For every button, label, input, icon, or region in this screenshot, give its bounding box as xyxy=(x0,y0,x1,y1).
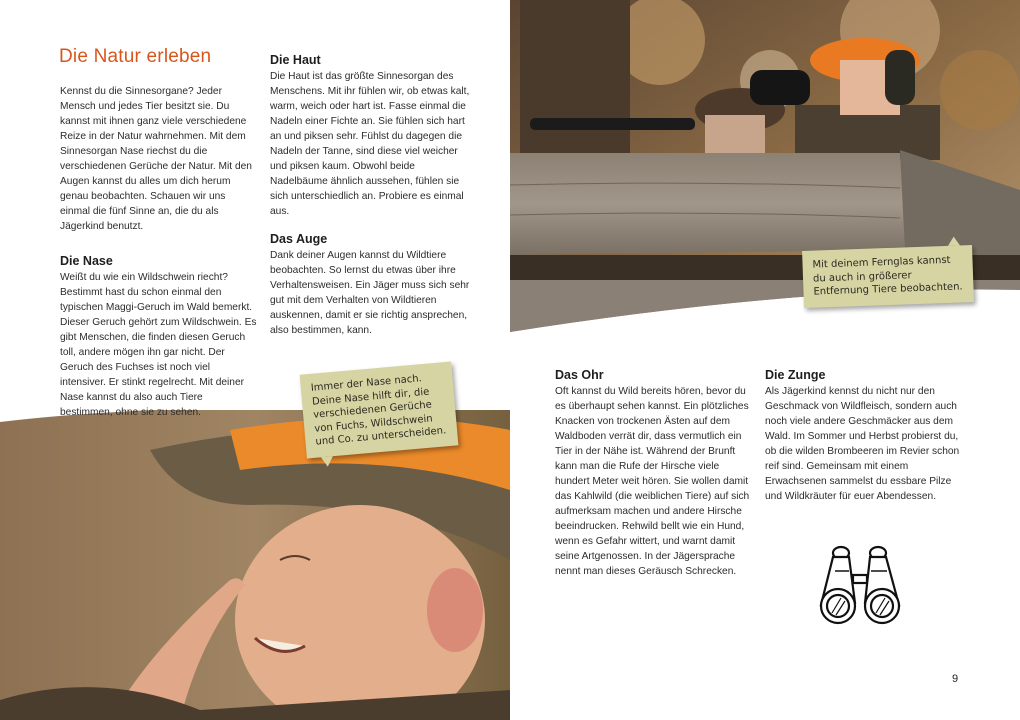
boy-photo xyxy=(0,410,510,720)
section-heading: Das Auge xyxy=(270,232,328,246)
section-zunge xyxy=(765,367,965,504)
page-number: 9 xyxy=(952,673,959,685)
note-text: Immer der Nase nach. Deine Nase hilft dir, die verschiedenen Gerüche von Fuchs, Wildschwein und Co. zu unterscheiden. xyxy=(310,373,447,448)
intro-text: Kennst du die Sinnesorgane? Jeder Mensch und jedes Tier besitzt sie. Du kannst mit ihnen ganz viele verschiedene Reize in der Natur wahrnehmen. Mit dem Sinnesorgan Nase riechst du die verschiedenen Gerüche der Natur. Mit den Augen kannst du alles um dich herum genau beobachten. Schauen wir uns einmal die fünf Sinne an, die du als Jägerkind benutzt. xyxy=(60,86,252,232)
section-heading: Die Zunge xyxy=(765,368,826,382)
note-text: Mit deinem Fernglas kannst du auch in größerer Entfernung Tiere beobachten. xyxy=(812,254,963,298)
section-body: Oft kannst du Wild bereits hören, bevor du es überhaupt sehen kannst. Ein plötzliches Knacken von trockenen Ästen auf dem Waldboden verrät dir, dass vermutlich ein Tier in der Nähe ist. Während der Brunft kann man die Rufe der Hirsche viele hundert Meter weit hören. Sie wollen damit das Kahlwild (die weiblichen Tiere) auf sich aufmerksam machen und andere Hirsche beeindrucken. Rehwild bellt wie ein Hund, wenn es Gefahr wittert, und warnt damit seine Artgenossen. In der Jägersprache nennt man dieses Geräusch Schrecken. xyxy=(555,386,750,577)
column-4 xyxy=(765,367,965,516)
section-body: Dank deiner Augen kannst du Wildtiere beobachten. So lernst du etwas über ihre Verhaltensweisen. Ein Jäger muss sich sehr gut mit dem Verhalten von Wildtieren auskennen, damit er sie richtig ansprechen, also bestimmen, kann. xyxy=(270,250,470,336)
section-haut xyxy=(270,52,470,219)
section-nase xyxy=(60,253,258,420)
section-heading: Die Nase xyxy=(60,254,113,268)
speech-tail xyxy=(948,236,960,245)
page-title: Die Natur erleben xyxy=(59,46,212,67)
column-3 xyxy=(555,367,755,591)
section-heading: Das Ohr xyxy=(555,368,604,382)
section-body: Weißt du wie ein Wildschwein riecht? Bestimmt hast du schon einmal den typischen Maggi-Geruch im Wald bemerkt. Dieser Geruch gehört zum Wildschwein. Es gibt Menschen, die finden diesen Geruch toll, andere mögen ihn gar nicht. Der Geruch des Fuchses ist noch viel intensiver. Er stinkt regelrecht. Mit deiner Nase kannst du also auch Tiere bestimmen, ohne sie zu sehen. xyxy=(60,272,257,418)
section-ohr xyxy=(555,367,755,579)
section-heading: Die Haut xyxy=(270,53,321,67)
section-body: Die Haut ist das größte Sinnesorgan des Menschens. Mit ihr fühlen wir, ob etwas kalt, warm, weich oder hart ist. Fasse einmal die Nadeln einer Fichte an. Sie fühlen sich hart an und piksen sehr. Fühlst du dagegen die Nadeln der Tanne, sind diese viel weicher und piksen kaum. Obwohl beide Nadelbäume ähnlich aussehen, fühlen sie sich unterschiedlich an. Probiere es einmal aus. xyxy=(270,71,470,217)
column-1 xyxy=(60,84,258,432)
binoculars-caption-note xyxy=(802,245,974,307)
binoculars-icon xyxy=(815,543,905,628)
boy-photo-image xyxy=(0,410,510,720)
speech-tail xyxy=(321,456,334,467)
section-body: Als Jägerkind kennst du nicht nur den Geschmack von Wildfleisch, sondern auch noch viele andere Geschmäcker aus dem Wald. Im Sommer und Herbst probierst du, ob die wilden Brombeeren im Revier schon reif sind. Gemeinsam mit einem Erwachsenen sammelst du essbare Pilze und Wildkräuter für euer Abendessen. xyxy=(765,386,960,502)
nose-caption-note xyxy=(300,362,459,458)
column-2 xyxy=(270,52,470,350)
section-auge xyxy=(270,231,470,338)
